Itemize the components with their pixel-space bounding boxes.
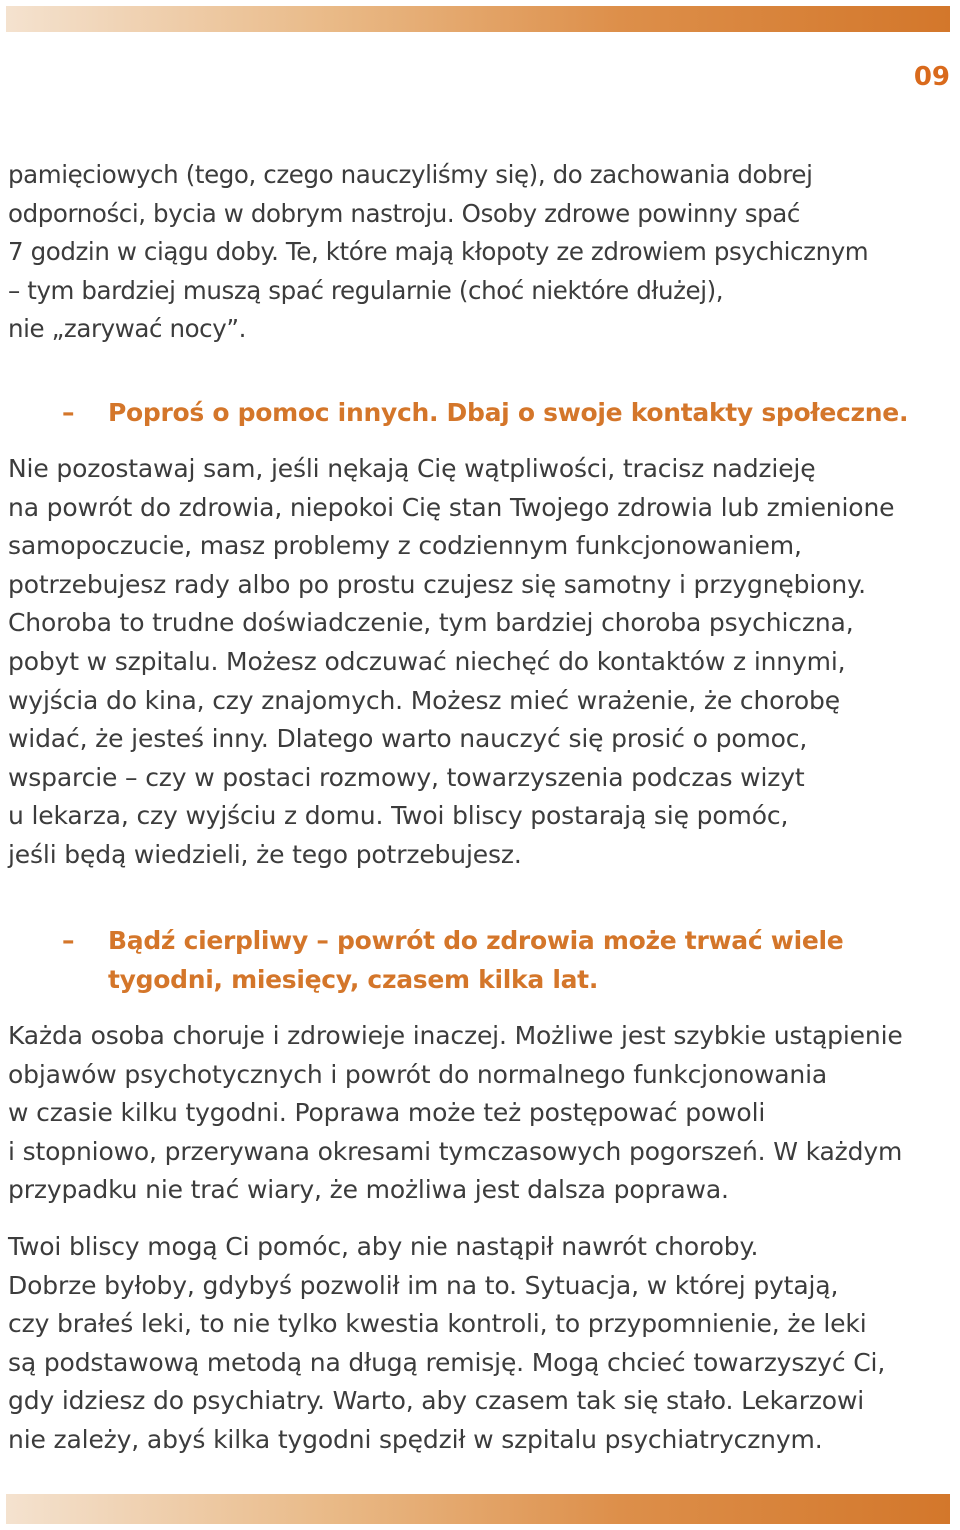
heading-dash: – [62, 926, 75, 955]
heading-be-patient-text: Bądź cierpliwy – powrót do zdrowia może trwać wiele tygodni, miesięcy, czasem kilka lat. [108, 926, 844, 994]
paragraph-intro: pamięciowych (tego, czego nauczyliśmy się), do zachowania dobrej odporności, bycia w dobrym nastroju. Osoby zdrowe powinny spać 7 godzin w ciągu doby. Te, które mają kłopoty ze zdrowiem psychicznym – tym bardziej muszą spać regularnie (choć niektóre dłużej), nie „zarywać nocy”. [8, 160, 869, 344]
heading-be-patient [62, 921, 843, 999]
bottom-decorative-bar [6, 1494, 950, 1524]
paragraph-recovery: Każda osoba choruje i zdrowieje inaczej. Możliwe jest szybkie ustąpienie objawów psychotycznych i powrót do normalnego funkcjonowania w czasie kilku tygodni. Poprawa może też postępować powoli i stopniowo, przerywana okresami tymczasowych pogorszeń. W każdym przypadku nie trać wiary, że możliwa jest dalsza poprawa. [8, 1021, 903, 1205]
heading-ask-help-text: Poproś o pomoc innych. Dbaj o swoje kontakty społeczne. [108, 398, 909, 427]
paragraph-family: Twoi bliscy mogą Ci pomóc, aby nie nastąpił nawrót choroby. Dobrze byłoby, gdybyś pozwolił im na to. Sytuacja, w której pytają, czy brałeś leki, to nie tylko kwestia kontroli, to przypomnienie, że leki są podstawową metodą na długą remisję. Mogą chcieć towarzyszyć Ci, gdy idziesz do psychiatry. Warto, aby czasem tak się stało. Lekarzowi nie zależy, abyś kilka tygodni spędził w szpitalu psychiatrycznym. [8, 1232, 886, 1454]
top-decorative-bar [6, 6, 950, 32]
paragraph-help: Nie pozostawaj sam, jeśli nękają Cię wątpliwości, tracisz nadzieję na powrót do zdrowia, niepokoi Cię stan Twojego zdrowia lub zmienione samopoczucie, masz problemy z codziennym funkcjonowaniem, potrzebujesz rady albo po prostu czujesz się samotny i przygnębiony. Choroba to trudne doświadczenie, tym bardziej choroba psychiczna, pobyt w szpitalu. Możesz odczuwać niechęć do kontaktów z innymi, wyjścia do kina, czy znajomych. Możesz mieć wrażenie, że chorobę widać, że jesteś inny. Dlatego warto nauczyć się prosić o pomoc, wsparcie – czy w postaci rozmowy, towarzyszenia podczas wizyt u lekarza, czy wyjściu z domu. Twoi bliscy postarają się pomóc, jeśli będą wiedzieli, że tego potrzebujesz. [8, 454, 895, 869]
heading-ask-help [62, 393, 908, 432]
page-number: 09 [913, 62, 950, 92]
heading-dash: – [62, 398, 75, 427]
